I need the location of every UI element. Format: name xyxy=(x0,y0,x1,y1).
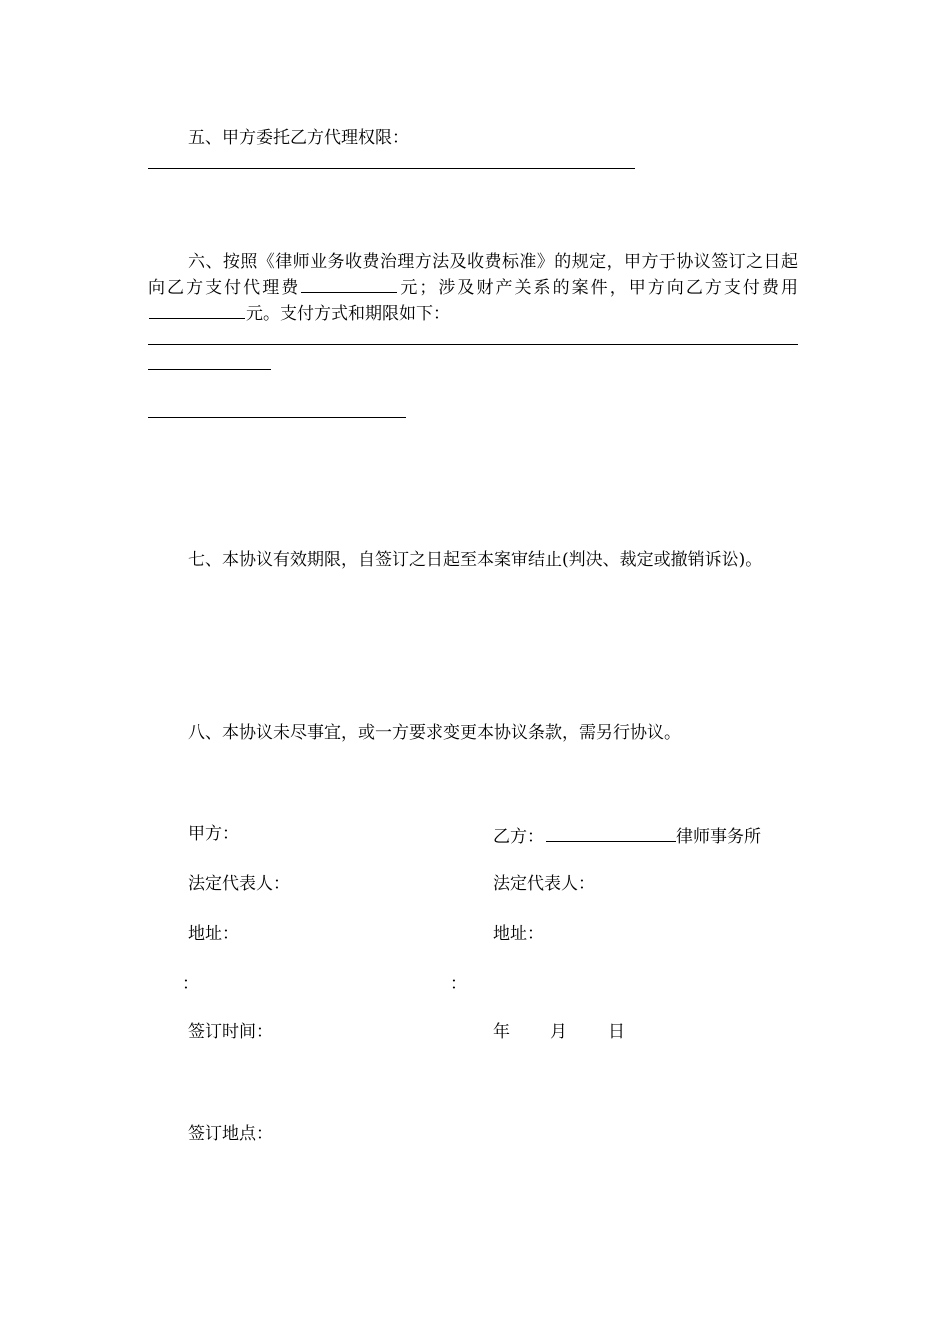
agency-fee-blank xyxy=(301,275,397,293)
property-fee-blank xyxy=(149,301,245,319)
address-a-label: 地址： xyxy=(188,924,239,944)
colon-a-label: ： xyxy=(182,974,199,994)
section-6-paragraph xyxy=(148,250,798,327)
section-6-text-part3: 元。支付方式和期限如下： xyxy=(246,304,450,324)
payment-terms-line-2 xyxy=(148,369,271,370)
payment-terms-line-1 xyxy=(148,344,798,345)
section-5-blank-line xyxy=(148,168,635,169)
sign-time-label: 签订时间： xyxy=(188,1022,273,1042)
section-8-paragraph: 八、本协议未尽事宜，或一方要求变更本协议条款，需另行协议。 xyxy=(188,723,681,743)
colon-b-label: ： xyxy=(450,974,467,994)
party-a-label: 甲方： xyxy=(188,824,239,844)
address-b-label: 地址： xyxy=(493,924,544,944)
sign-place-label: 签订地点： xyxy=(188,1124,273,1144)
date-month: 月 xyxy=(550,1022,567,1042)
legal-rep-a-label: 法定代表人： xyxy=(188,874,290,894)
section-6-text-part1: 六、按照《律师业务收费治理方法及收费标准》的规定，甲方于协议签订之日起向乙方支付代理费 xyxy=(148,252,798,298)
party-b-label: 乙方： xyxy=(493,827,544,847)
section-7-paragraph: 七、本协议有效期限，自签订之日起至本案审结止(判决、裁定或撤销诉讼)。 xyxy=(188,550,763,570)
date-day: 日 xyxy=(608,1022,625,1042)
section-6-text-part2: 元；涉及财产关系的案件，甲方向乙方支付费用 xyxy=(398,278,799,298)
payment-terms-line-3 xyxy=(148,417,406,418)
date-year: 年 xyxy=(493,1022,510,1042)
section-5-heading: 五、甲方委托乙方代理权限： xyxy=(188,128,409,148)
party-b-row xyxy=(493,824,761,847)
party-b-suffix: 律师事务所 xyxy=(676,827,761,847)
legal-rep-b-label: 法定代表人： xyxy=(493,874,595,894)
law-firm-name-blank xyxy=(546,824,676,842)
